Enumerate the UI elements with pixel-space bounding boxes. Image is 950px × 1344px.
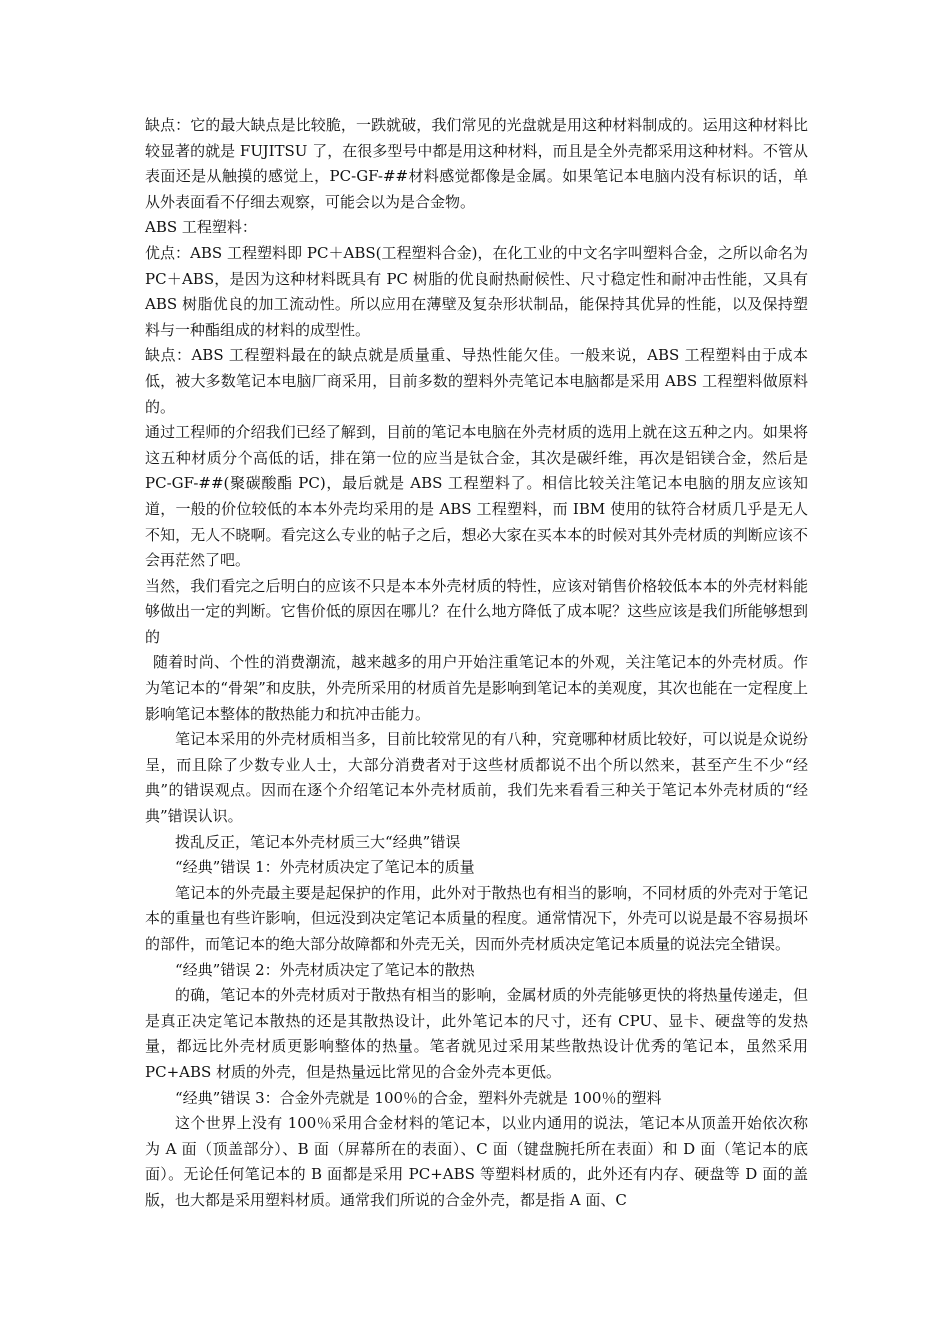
error-2-body: 的确，笔记本的外壳材质对于散热有相当的影响，金属材质的外壳能够更快的将热量传递走，但是真正决定笔记本散热的还是其散热设计，此外笔记本的尺寸，还有 CPU、显卡、硬盘等的发热量，都远比外壳材质更影响整体的热量。笔者就见过采用某些散热设计优秀的笔记本，虽然采用 PC+ABS 材质的外壳，但是热量远比常见的合金外壳本更低。 [145,986,808,1081]
section-heading-three-errors: 拨乱反正，笔记本外壳材质三大“经典”错误 [175,832,461,851]
error-3-body: 这个世界上没有 100％采用合金材料的笔记本，以业内通用的说法，笔记本从顶盖开始依次称为 A 面（顶盖部分）、B 面（屏幕所在的表面）、C 面（键盘腕托所在表面）和 D 面（笔记本的底面）。无论任何笔记本的 B 面都是采用 PC+ABS 等塑料材质的，此外还有内存、硬盘等 D 面的盖版，也大都是采用塑料材质。通常我们所说的合金外壳，都是指 A 面、C [145,1114,808,1209]
heading-abs-plastic: ABS 工程塑料： [145,218,257,237]
paragraph-abs-advantages: 优点：ABS 工程塑料即 PC＋ABS(工程塑料合金)，在化工业的中文名字叫塑料合金，之所以命名为 PC＋ABS，是因为这种材料既具有 PC 树脂的优良耐热耐候性、尺寸稳定性和耐冲击性能，又具有 ABS 树脂优良的加工流动性。所以应用在薄壁及复杂形状制品，能保持其优异的性能，以及保持塑料与一种酯组成的材料的成型性。 [145,243,808,339]
error-3-heading: “经典”错误 3：合金外壳就是 100％的合金，塑料外壳就是 100％的塑料 [175,1088,662,1107]
paragraph-eight-materials: 笔记本采用的外壳材质相当多，目前比较常见的有八种，究竟哪种材质比较好，可以说是众说纷呈，而且除了少数专业人士，大部分消费者对于这些材质都说不出个所以然来，甚至产生不少“经典”的错误观点。因而在逐个介绍笔记本外壳材质前，我们先来看看三种关于笔记本外壳材质的“经典”错误认识。 [145,730,808,826]
document-page [145,113,808,1214]
paragraph-pc-gf-drawbacks: 缺点：它的最大缺点是比较脆，一跌就破，我们常见的光盘就是用这种材料制成的。运用这种材料比较显著的就是 FUJITSU 了，在很多型号中都是用这种材料，而且是全外壳都采用这种材料。不管从表面还是从触摸的感觉上，PC-GF-##材料感觉都像是金属。如果笔记本电脑内没有标识的话，单从外表面看不仔细去观察，可能会以为是合金物。 [145,116,808,211]
paragraph-cost-judgement: 当然，我们看完之后明白的应该不只是本本外壳材质的特性，应该对销售价格较低本本的外壳材料能够做出一定的判断。它售价低的原因在哪儿？在什么地方降低了成本呢？这些应该是我们所能够想到的 [145,576,808,646]
error-2-heading: “经典”错误 2：外壳材质决定了笔记本的散热 [175,960,475,979]
error-1-body: 笔记本的外壳最主要是起保护的作用，此外对于散热也有相当的影响，不同材质的外壳对于笔记本的重量也有些许影响，但远没到决定笔记本质量的程度。通常情况下，外壳可以说是最不容易损坏的部件，而笔记本的绝大部分故障都和外壳无关，因而外壳材质决定笔记本质量的说法完全错误。 [145,883,808,953]
error-1-heading: “经典”错误 1：外壳材质决定了笔记本的质量 [175,858,475,877]
paragraph-material-ranking: 通过工程师的介绍我们已经了解到，目前的笔记本电脑在外壳材质的选用上就在这五种之内。如果将这五种材质分个高低的话，排在第一位的应当是钛合金，其次是碳纤维，再次是铝镁合金，然后是 PC-GF-##(聚碳酸酯 PC)，最后就是 ABS 工程塑料了。相信比较关注笔记本电脑的朋友应该知道，一般的价位较低的本本外壳均采用的是 ABS 工程塑料，而 IBM 使用的钛符合材质几乎是无人不知，无人不晓啊。看完这么专业的帖子之后，想必大家在买本本的时候对其外壳材质的判断应该不会再茫然了吧。 [145,423,808,570]
paragraph-fashion-trend: 随着时尚、个性的消费潮流，越来越多的用户开始注重笔记本的外观，关注笔记本的外壳材质。作为笔记本的“骨架”和皮肤，外壳所采用的材质首先是影响到笔记本的美观度，其次也能在一定程度上影响笔记本整体的散热能力和抗冲击能力。 [145,653,808,723]
paragraph-abs-drawbacks: 缺点：ABS 工程塑料最在的缺点就是质量重、导热性能欠佳。一般来说，ABS 工程塑料由于成本低，被大多数笔记本电脑厂商采用，目前多数的塑料外壳笔记本电脑都是采用 ABS 工程塑料做原料的。 [145,346,808,416]
